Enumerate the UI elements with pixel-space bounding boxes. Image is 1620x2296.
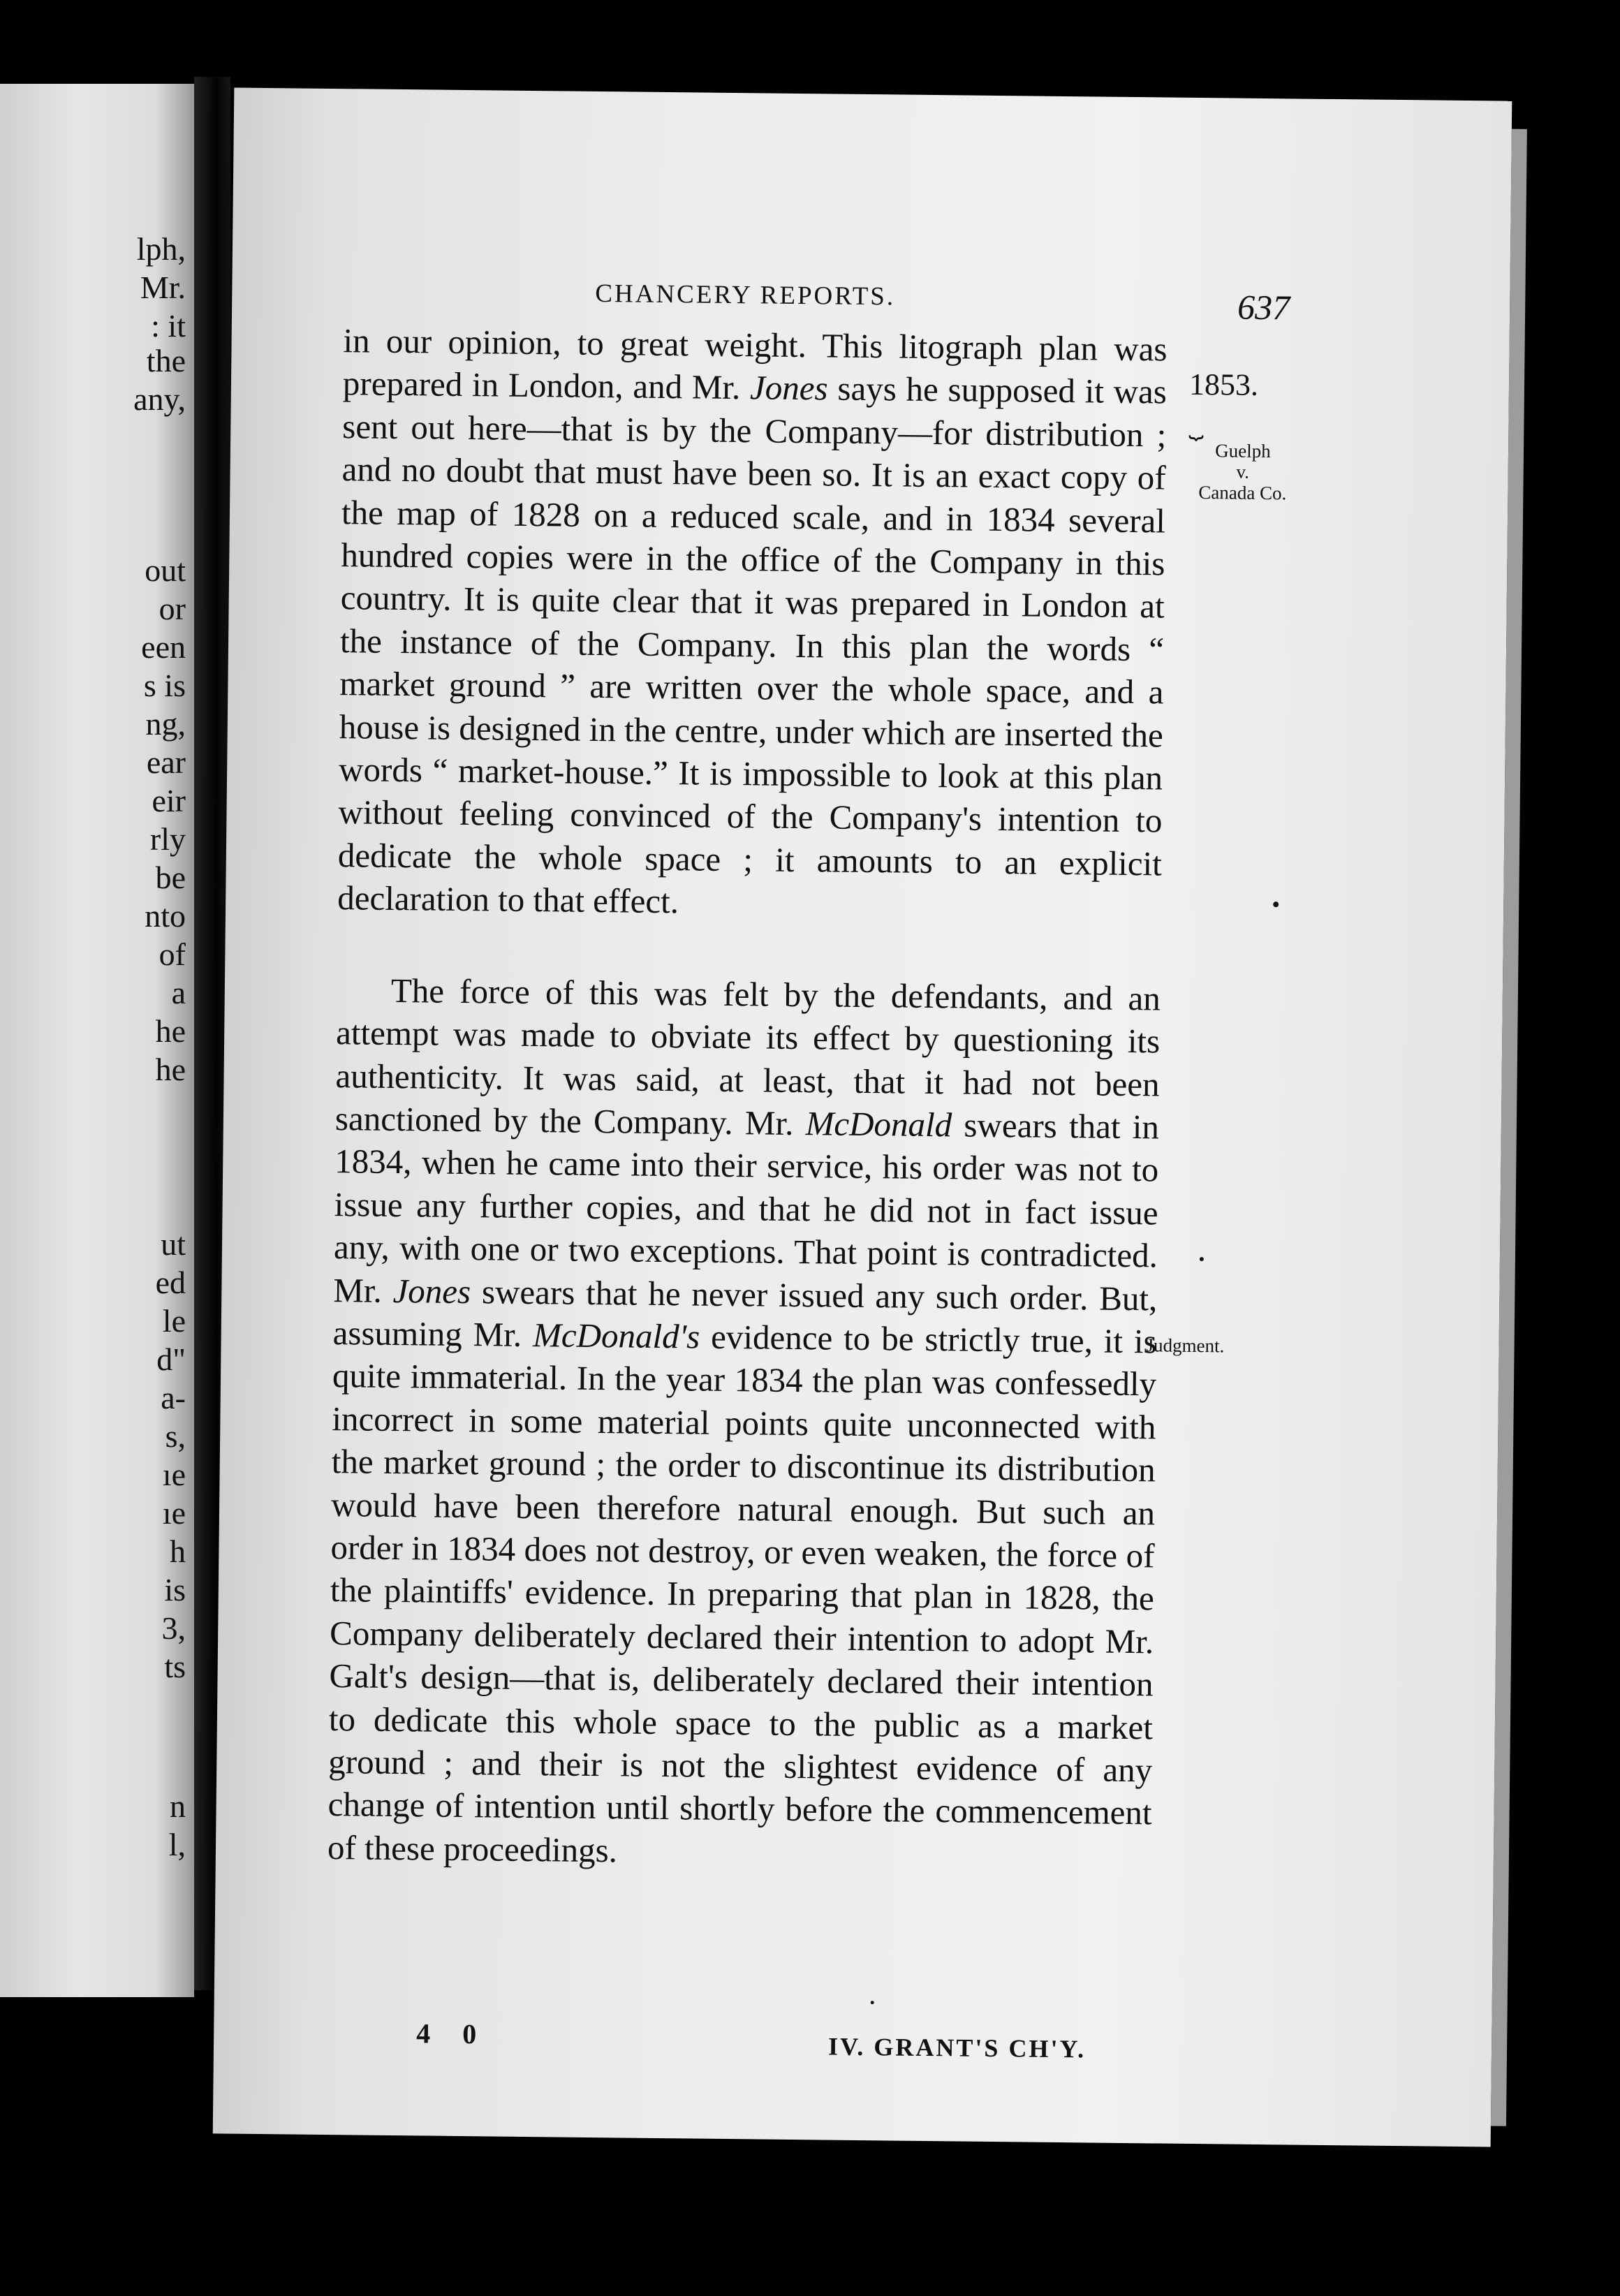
left-page-line-fragment: n: [170, 1788, 186, 1824]
italic-name: McDonald: [805, 1104, 952, 1145]
margin-year: 1853.: [1188, 367, 1259, 402]
text-run: evidence to be strictly true, it is quite immaterial. In the year 1834 the plan was confessedly incorrect in some material points quite unconnected with the market ground ; the order to discontinue its distribution would have been therefore natural enough. But such an order in 1834 does not destroy, or even weaken, the force of the plaintiffs' evidence. In preparing that plan in 1828, the Company deliberately declared their intention to adopt Mr. Galt's design—that is, deliberately declared their intention to dedicate this whole space to the public as a market ground ; and their is not the slightest evidence of any change of intention until shortly before the commencement of these proceedings.: [327, 1317, 1157, 1870]
left-page-line-fragment: he: [155, 1052, 186, 1087]
left-page-line-fragment: 3,: [161, 1610, 186, 1646]
left-page-line-fragment: of: [159, 936, 186, 972]
text-run: says he supposed it was sent out here—that is by the Company—for distribution ; and no doubt that must have been so. It is an exact copy of the map of 1828 on a reduced scale, and in 1834 several hundred copies were in the office of the Company in this country. It is quite clear that it was prepared in London at the instance of the Company. In this plan the words “ market ground ” are written over the whole space, and a house is designed in the centre, under which are inserted the words “ market-house.” It is impossible to look at this plan without feeling convinced of the Company's intention to dedicate the whole space ; it amounts to an explicit declaration to that effect.: [337, 369, 1168, 921]
left-page-line-fragment: rly: [149, 821, 186, 857]
left-page-line-fragment: een: [141, 629, 186, 665]
text-run: in our opinion, to great weight. This litograph plan was prepared in London, and Mr.: [342, 321, 1168, 407]
ink-speck: [1273, 902, 1279, 907]
left-page-line-fragment: nto: [145, 898, 186, 934]
left-page-line-fragment: a: [171, 975, 186, 1010]
left-page-line-fragment: eir: [152, 783, 186, 818]
book-page: [213, 87, 1512, 2147]
left-page-line-fragment: d": [156, 1341, 186, 1377]
left-page-line-fragment: s is: [143, 668, 186, 703]
left-page-line-fragment: any,: [133, 381, 186, 417]
page-edge: [1491, 129, 1527, 2126]
left-page-line-fragment: ed: [155, 1265, 186, 1300]
left-page-line-fragment: : it: [151, 308, 186, 344]
left-page-line-fragment: he: [155, 1013, 186, 1049]
left-page-line-fragment: or: [159, 591, 186, 626]
italic-name: Jones: [749, 368, 828, 408]
italic-name: Jones: [392, 1271, 471, 1311]
left-page-line-fragment: the: [146, 343, 186, 378]
body-text: [327, 319, 1168, 1877]
ink-speck: [1200, 1257, 1204, 1261]
left-page-line-fragment: Mr.: [140, 270, 186, 305]
margin-case-line: v.: [1236, 461, 1250, 483]
left-page-line-fragment: l,: [168, 1827, 186, 1862]
left-page-line-fragment: ts: [164, 1649, 186, 1684]
margin-case-line: Canada Co.: [1198, 481, 1287, 504]
left-page-line-fragment: a-: [161, 1380, 186, 1415]
left-page-line-fragment: h: [170, 1533, 186, 1569]
italic-name: McDonald's: [532, 1316, 700, 1356]
left-page-line-fragment: lph,: [136, 231, 186, 267]
left-page-line-fragment: out: [145, 552, 186, 588]
ink-speck: [871, 2001, 874, 2004]
paragraph-2: [327, 969, 1161, 1878]
footer-reference: IV. GRANT'S CH'Y.: [827, 2032, 1087, 2063]
left-page-line-fragment: ıe: [162, 1457, 186, 1492]
left-page-line-fragment: be: [155, 860, 186, 895]
left-page-line-fragment: ıe: [162, 1495, 186, 1531]
left-page-line-fragment: s,: [165, 1418, 186, 1454]
margin-case-name: [1179, 440, 1306, 504]
margin-case-line: Guelph: [1215, 440, 1271, 462]
signature-mark: 4 0: [415, 2017, 489, 2050]
margin-brace-icon: ⏟: [1188, 411, 1205, 440]
text-run: swears that in 1834, when he came into their service, his order was not to issue any further copies, and that he did not in fact issue any, with one or two exceptions. That point is contradicted. Mr.: [333, 1105, 1160, 1310]
left-page-line-fragment: is: [164, 1572, 186, 1607]
text-run: The force of this was felt by the defendants, and an attempt was made to obviate its effect by questioning its authenticity. It was said, at least, that it had not been sanctioned by the Company. Mr.: [334, 971, 1161, 1143]
left-page-line-fragment: ear: [146, 744, 186, 780]
page-number: 637: [1237, 287, 1290, 328]
running-head-title: CHANCERY REPORTS.: [595, 279, 896, 311]
margin-judgment-note: Judgment.: [1146, 1334, 1225, 1357]
paragraph-1: [337, 319, 1168, 928]
left-page-line-fragment: ut: [161, 1226, 186, 1262]
left-facing-page: [0, 84, 194, 1997]
left-page-line-fragment: le: [162, 1303, 186, 1339]
text-run: swears that he never issued any such order. But, assuming Mr.: [332, 1272, 1158, 1355]
left-page-line-fragment: ng,: [145, 706, 186, 742]
